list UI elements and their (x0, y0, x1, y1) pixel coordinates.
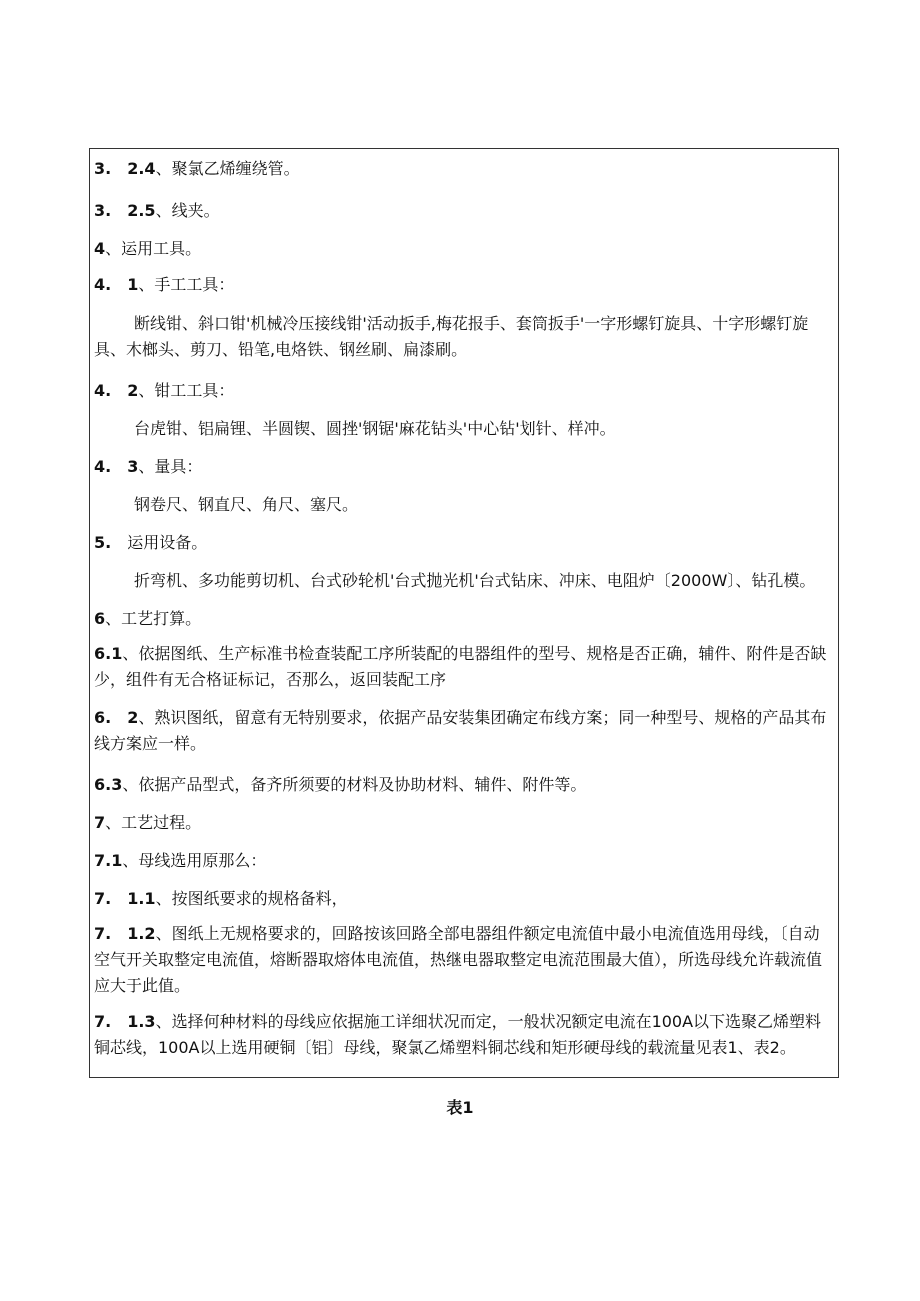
table-caption: 表1 (446, 1098, 474, 1117)
item-6-2: 6. 2、熟识图纸，留意有无特别要求，依据产品安装集团确定布线方案；同一种型号、规格的产品其布线方案应一样。 (94, 708, 827, 753)
item-4-3: 4. 3、量具： (94, 457, 203, 476)
item-6-1: 6.1、依据图纸、生产标准书检查装配工序所装配的电器组件的型号、规格是否正确，辅件、附件是否缺少，组件有无合格证标记，否那么，返回装配工序 (94, 644, 827, 689)
item-4-1: 4. 1、手工工具： (94, 275, 235, 294)
item-4-heading: 4、运用工具。 (94, 239, 202, 258)
item-3-2-5: 3. 2.5、线夹。 (94, 201, 220, 220)
equipment-list: 折弯机、多功能剪切机、台式砂轮机'台式抛光机'台式钻床、冲床、电阻炉〔2000W〕、钻孔模。 (134, 571, 816, 590)
item-7-1-2: 7. 1.2、图纸上无规格要求的，回路按该回路全部电器组件额定电流值中最小电流值选用母线，〔自动空气开关取整定电流值，熔断器取熔体电流值，热继电器取整定电流范围最大值），所选母线允许载流值应大于此值。 (94, 924, 823, 995)
item-7-1-3: 7. 1.3、选择何种材料的母线应依据施工详细状况而定，一般状况额定电流在100A以下选聚乙烯塑料铜芯线，100A以上选用硬铜〔铝〕母线，聚氯乙烯塑料铜芯线和矩形硬母线的载流量见表1、表2。 (94, 1012, 822, 1057)
item-7-heading: 7、工艺过程。 (94, 813, 202, 832)
item-6-heading: 6、工艺打算。 (94, 609, 202, 628)
item-7-1-1: 7. 1.1、按图纸要求的规格备料， (94, 889, 348, 908)
fitter-tools-list: 台虎钳、铝扁锂、半圆锲、圆挫'钢锯'麻花钻头'中心钻'划针、样冲。 (134, 419, 616, 438)
item-3-2-4: 3. 2.4、聚氯乙烯缠绕管。 (94, 159, 300, 178)
document-table-cell (89, 148, 839, 1078)
hand-tools-list: 断线钳、斜口钳'机械冷压接线钳'活动扳手,梅花报手、套筒扳手'一字形螺钉旋具、十字形螺钉旋具、木榔头、剪刀、铅笔,电烙铁、钢丝刷、扁漆刷。 (94, 314, 809, 359)
item-4-2: 4. 2、钳工工具： (94, 381, 235, 400)
item-6-3: 6.3、依据产品型式，备齐所须要的材料及协助材料、辅件、附件等。 (94, 775, 587, 794)
measuring-tools-list: 钢卷尺、钢直尺、角尺、塞尺。 (134, 495, 359, 514)
item-5-heading: 5. 运用设备。 (94, 533, 208, 552)
item-7-1: 7.1、母线选用原那么： (94, 851, 267, 870)
